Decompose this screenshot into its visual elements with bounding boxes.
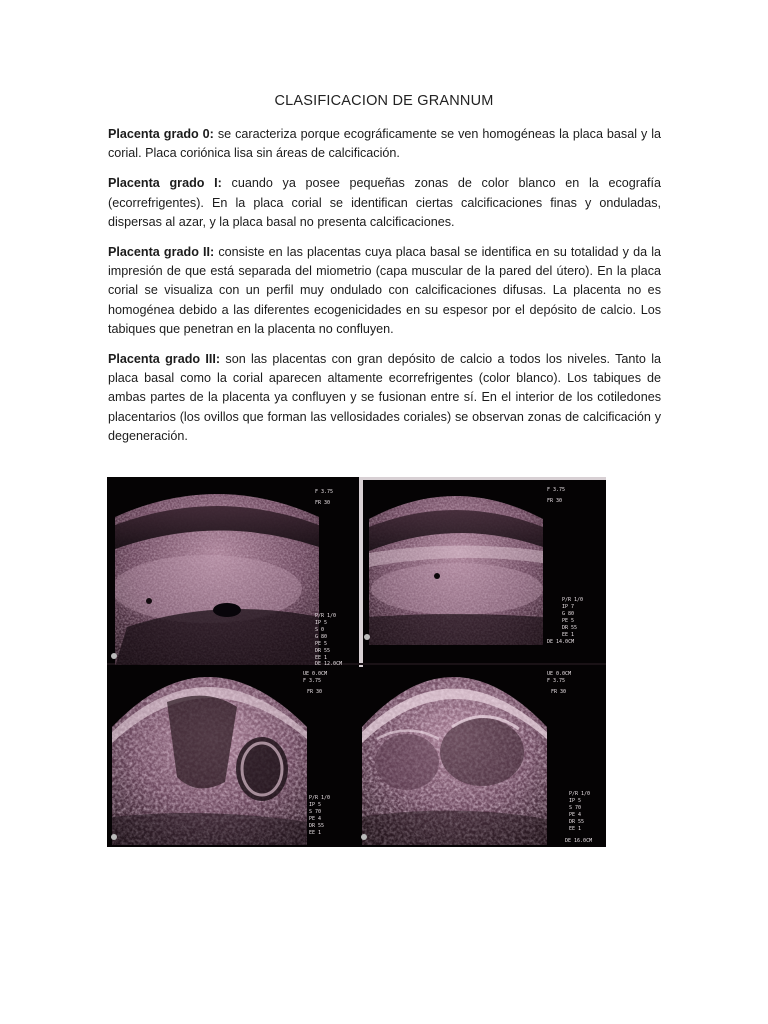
paragraph-grade-1 [108,174,661,232]
document-body [108,125,661,457]
panel-2-side-1: IP 7 [562,604,575,610]
panel-4-side-1: IP 5 [569,798,582,804]
panel-1-side-4: PE 5 [315,641,328,647]
text-grade-0: se caracteriza porque ecográficamente se ven homogéneas la placa basal y la corial. Placa coriónica lisa sin áreas de calcificación. [108,127,662,161]
panel-4-side-0: P/R 1/0 [569,791,591,797]
text-grade-3: son las placentas con gran depósito de calcio a todos los niveles. Tanto la placa basal como la corial aparecen altamente ecorrefrigentes (color blanco). Los tabiques de ambas partes de la placenta ya confluyen y se fusionan entre sí. En el interior de los cotiledones placentarios (los ovillos que forman las vellosidades coriales) se observan zonas de calcificación y degeneración. [108,352,661,443]
term-grade-3: Placenta grado III: [108,352,221,367]
panel-3-readout-ue: UE 0.0CM [303,671,328,677]
term-grade-1: Placenta grado I: [108,176,222,191]
panel-3-side-1: IP 5 [309,802,322,808]
panel-3-side-0: P/R 1/0 [309,795,331,801]
panel-2-side-0: P/R 1/0 [562,597,584,603]
document-title: CLASIFICACION DE GRANNUM [274,93,494,109]
panel-3-side-3: PE 4 [309,816,322,822]
paragraph-grade-0 [108,125,661,163]
panel-2-side-3: PE 5 [562,618,575,624]
panel-2-side-6: DE 14.0CM [547,639,575,645]
panel-1-side-6: EE 1 [315,655,328,661]
panel-2-side-5: EE 1 [562,632,575,638]
paragraph-grade-2 [108,243,661,339]
panel-4-side-2: S 70 [569,805,582,811]
text-grade-1: cuando ya posee pequeñas zonas de color blanco en la ecografía (ecorrefrigentes). En la placa corial se identifican ciertas calcificaciones finas y onduladas, dispersas al azar, y la placa basal no presenta calcificaciones. [108,176,661,229]
ultrasound-figure [107,477,606,847]
ultrasound-collage [107,477,606,847]
panel-3-readout-fr: FR 30 [307,689,323,695]
panel-3-side-4: DR 55 [309,823,325,829]
panel-1-side-2: S 0 [315,627,325,633]
panel-1-readout-f: F 3.75 [315,489,334,495]
panel-4-readout-f: F 3.75 [547,678,566,684]
text-grade-2: consiste en las placentas cuya placa basal se identifica en su totalidad y da la impresión de que está separada del miometrio (capa muscular de la pared del útero). En la placa corial se visualiza con un perfil muy ondulado con calcificaciones difusas. La placenta no es homogénea debido a las diferentes ecogenicidades en su espesor por el depósito de calcio. Los tabiques que penetran en la placenta no confluyen. [108,245,661,336]
panel-4-side-5: EE 1 [569,826,582,832]
panel-1-readout-fr: FR 30 [315,500,331,506]
panel-2-readout-fr: FR 30 [547,498,563,504]
paragraph-grade-3 [108,350,661,446]
panel-2-side-2: G 80 [562,611,575,617]
panel-4-readout-ue: UE 0.0CM [547,671,572,677]
term-grade-0: Placenta grado 0: [108,127,214,141]
panel-1-side-7: DE 12.0CM [315,661,343,667]
panel-4-readout-fr: FR 30 [551,689,567,695]
panel-2-readout-f: F 3.75 [547,487,566,493]
panel-1-side-1: IP 5 [315,620,328,626]
term-grade-2: Placenta grado II: [108,245,215,260]
panel-4-side-3: PE 4 [569,812,582,818]
panel-4-side-6: DE 16.0CM [565,838,593,844]
panel-3-readout-f: F 3.75 [303,678,322,684]
panel-3-side-2: S 70 [309,809,322,815]
panel-1-side-5: DR 55 [315,648,331,654]
panel-1-side-3: G 80 [315,634,328,640]
panel-divider [359,477,363,667]
panel-2-side-4: DR 55 [562,625,578,631]
panel-3-side-5: EE 1 [309,830,322,836]
panel-4-side-4: DR 55 [569,819,585,825]
panel-1-side-0: P/R 1/0 [315,613,337,619]
